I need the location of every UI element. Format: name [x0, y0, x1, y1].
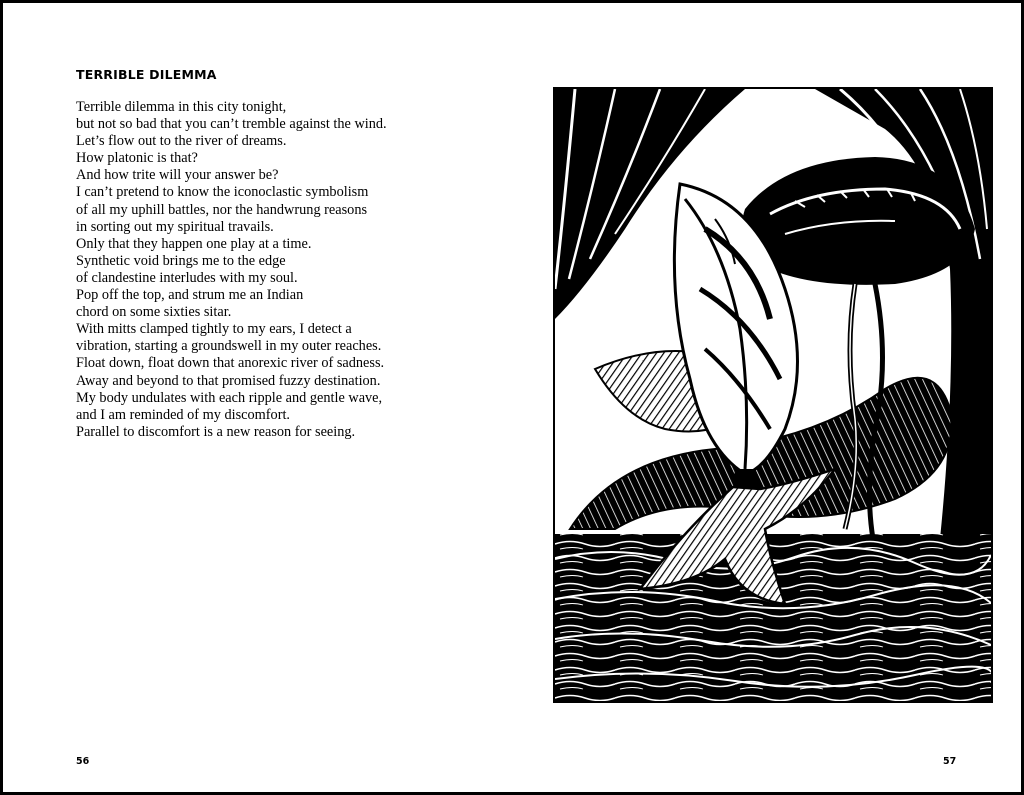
poem-line: Synthetic void brings me to the edge: [76, 252, 286, 269]
poem-line: Let’s flow out to the river of dreams.: [76, 133, 287, 150]
poem-line: Pop off the top, and strum me an Indian: [76, 287, 304, 304]
poem-line: Float down, float down that anorexic river of sadness.: [76, 355, 385, 372]
poem-line: Parallel to discomfort is a new reason for seeing.: [76, 423, 356, 440]
poem-title: TERRIBLE DILEMMA: [76, 67, 217, 82]
poem-line: and I am reminded of my discomfort.: [76, 406, 290, 423]
poem-line: in sorting out my spiritual travails.: [76, 218, 274, 235]
poem-line: I can’t pretend to know the iconoclastic symbolism: [76, 184, 369, 201]
poem-body: [76, 99, 387, 441]
poem-line: of all my uphill battles, nor the handwrung reasons: [76, 201, 368, 218]
poem-line: of clandestine interludes with my soul.: [76, 269, 298, 286]
poem-line: And how trite will your answer be?: [76, 167, 279, 184]
poem-line: My body undulates with each ripple and gentle wave,: [76, 389, 383, 406]
poem-line: Away and beyond to that promised fuzzy destination.: [76, 372, 381, 389]
poem-line: Only that they happen one play at a time.: [76, 235, 312, 252]
illustration-art: [555, 89, 991, 701]
page-number-left: 56: [76, 756, 90, 767]
poem-line: but not so bad that you can’t tremble against the wind.: [76, 116, 387, 133]
right-page: [512, 3, 1021, 792]
ink-illustration: [553, 87, 993, 703]
poem-line: chord on some sixties sitar.: [76, 304, 232, 321]
left-page: [3, 3, 512, 792]
poem-line: How platonic is that?: [76, 150, 198, 167]
water-floor: [555, 534, 991, 701]
poem-line: vibration, starting a groundswell in my outer reaches.: [76, 338, 382, 355]
poem-line: Terrible dilemma in this city tonight,: [76, 99, 287, 115]
page-number-right: 57: [943, 756, 957, 767]
poem-line: With mitts clamped tightly to my ears, I detect a: [76, 321, 352, 338]
